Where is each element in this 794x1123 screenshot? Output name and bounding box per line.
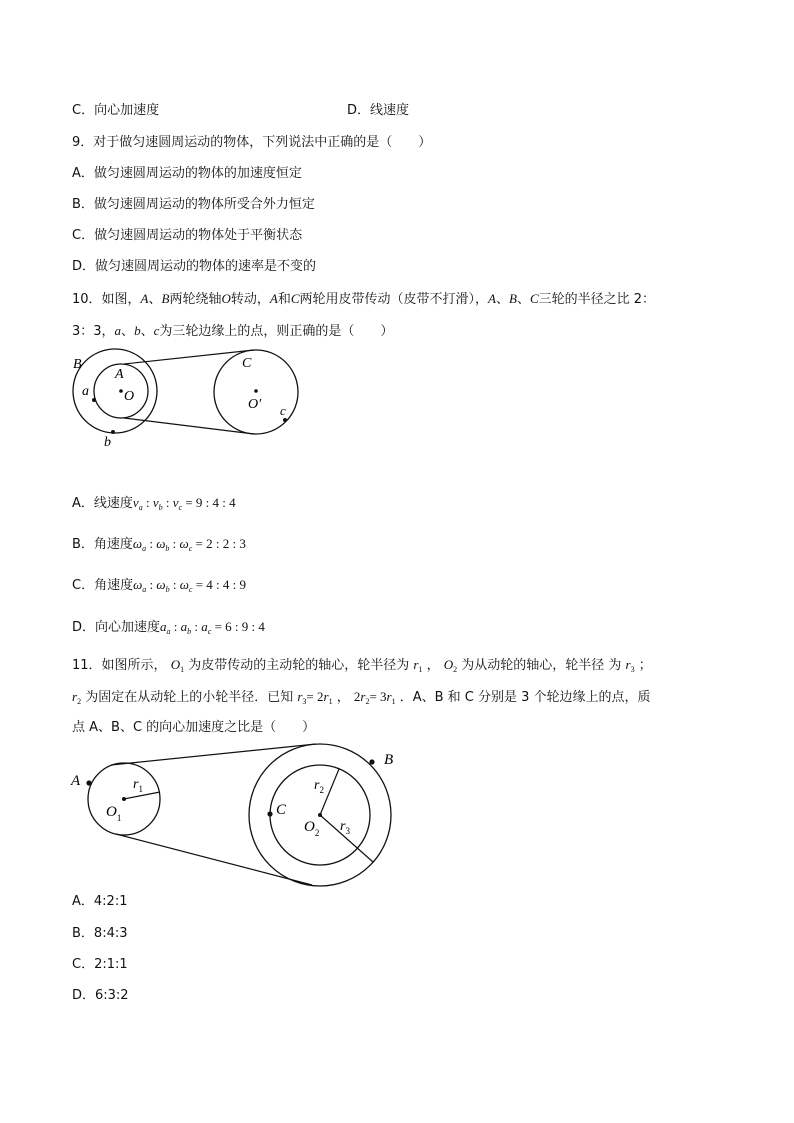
axis-o1-dot xyxy=(122,797,126,801)
label-o1: $O_1$ xyxy=(106,804,122,823)
point-c-dot xyxy=(283,418,287,422)
q10-figure xyxy=(70,345,310,450)
q9-stem: 9．对于做匀速圆周运动的物体，下列说法中正确的是（ ） xyxy=(72,135,432,150)
q11-stem-line2: $r_2$ 为固定在从动轮上的小轮半径．已知 $r_3= 2r_1$ ， $2r_2= 3r_1$ ．A、B 和 C 分别是 3 个轮边缘上的点，质 xyxy=(72,689,651,706)
label-b: B xyxy=(73,357,82,372)
q11-option-b: B．8:4:3 xyxy=(72,926,128,941)
label-a-wheel: A xyxy=(115,367,124,382)
label-point-a: a xyxy=(82,384,89,399)
label-b: B xyxy=(384,752,394,768)
label-point-c: c xyxy=(280,403,286,418)
belt-bottom xyxy=(116,834,312,885)
axis-o-prime-dot xyxy=(254,389,258,393)
q11-stem-line1: 11．如图所示， $O_1$ 为皮带传动的主动轮的轴心，轮半径为 $r_1$ ， $O_2$ 为从动轮的轴心，轮半径 为 $r_3$ ； xyxy=(72,657,652,674)
belt-top xyxy=(111,744,316,765)
q10-option-d: D．向心加速度$a_a$ : $a_b$ : $a_c = 6$ : 9 : 4 xyxy=(72,619,265,636)
radius-r3 xyxy=(320,815,373,862)
label-point-b: b xyxy=(104,435,111,450)
q10-option-b: B．角速度$\omega_a$ : $\omega_b$ : $\omega_c = 2$ : 2 : 3 xyxy=(72,536,246,553)
belt-top xyxy=(124,350,254,364)
point-c-dot xyxy=(267,811,272,816)
point-b-dot xyxy=(369,759,374,764)
q10-option-c: C．角速度$\omega_a$ : $\omega_b$ : $\omega_c = 4$ : 4 : 9 xyxy=(72,577,247,594)
label-r3: $r_3$ xyxy=(340,819,350,836)
q8-option-d: D．线速度 xyxy=(347,103,410,118)
q11-figure xyxy=(68,738,408,893)
q11-option-a: A．4:2:1 xyxy=(72,894,128,909)
q9-option-a: A．做匀速圆周运动的物体的加速度恒定 xyxy=(72,166,302,181)
q10-option-a: A．线速度$v_a$ : $v_b$ : $v_c = 9$ : 4 : 4 xyxy=(72,495,236,512)
label-o: O xyxy=(124,389,135,404)
axis-o-dot xyxy=(119,389,123,393)
q10-stem-line2: 3：3，a、b、c为三轮边缘上的点，则正确的是（ ） xyxy=(72,323,394,339)
q8-option-c: C．向心加速度 xyxy=(72,103,160,118)
q9-option-b: B．做匀速圆周运动的物体所受合外力恒定 xyxy=(72,197,315,212)
point-a-dot xyxy=(92,398,96,402)
label-c-wheel: C xyxy=(242,356,252,371)
label-a: A xyxy=(71,773,81,789)
label-c: C xyxy=(276,802,287,818)
q11-option-c: C．2:1:1 xyxy=(72,957,128,972)
belt-bottom xyxy=(124,418,254,434)
q9-option-c: C．做匀速圆周运动的物体处于平衡状态 xyxy=(72,228,303,243)
point-b-dot xyxy=(111,430,115,434)
label-r2: $r_2$ xyxy=(314,778,324,795)
q11-option-d: D．6:3:2 xyxy=(72,988,129,1003)
point-a-dot xyxy=(86,780,91,785)
q11-stem-line3: 点 A、B、C 的向心加速度之比是（ ） xyxy=(72,720,316,735)
q9-option-d: D．做匀速圆周运动的物体的速率是不变的 xyxy=(72,259,317,274)
axis-o2-dot xyxy=(318,813,322,817)
q10-stem-line1: 10．如图，A、B两轮绕轴O转动，A和C两轮用皮带传动（皮带不打滑），A、B、C三轮的半径之比 2： xyxy=(72,291,656,307)
label-o-prime: O′ xyxy=(248,397,262,412)
label-r1: $r_1$ xyxy=(133,777,143,794)
label-o2: $O_2$ xyxy=(304,819,320,838)
